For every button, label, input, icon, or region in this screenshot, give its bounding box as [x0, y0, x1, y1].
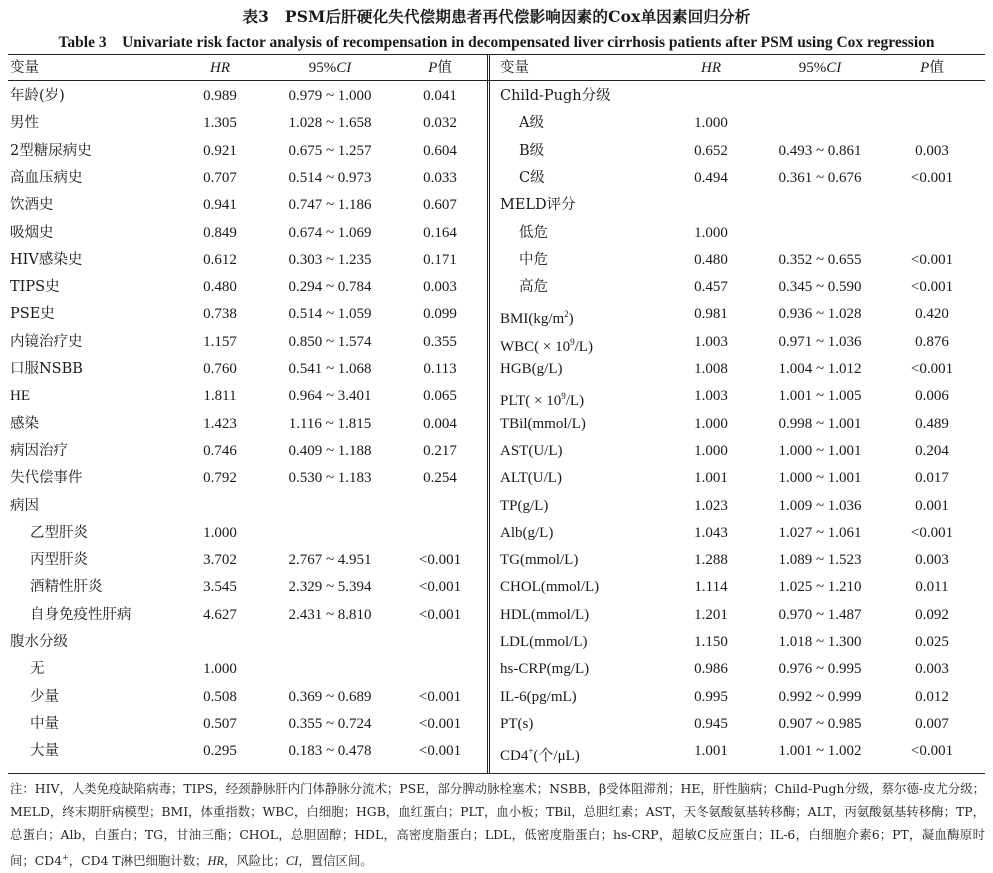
right-p-cell: <0.001: [910, 251, 954, 268]
left-p-cell: 0.254: [423, 470, 457, 487]
right-variable-cell: [500, 468, 562, 488]
left-header-ci: 95%CI: [308, 60, 352, 76]
left-ci-cell: 2.767 ~ 4.951: [288, 552, 372, 569]
right-ci-cell: 0.970 ~ 1.487: [778, 606, 862, 623]
left-hr-cell: 1.423: [203, 415, 237, 432]
left-variable-cell: [30, 523, 88, 543]
left-hr-cell: 0.507: [203, 715, 237, 732]
variable-label: 中危: [519, 251, 548, 268]
left-ci-cell: 2.431 ~ 8.810: [288, 606, 372, 623]
right-p-cell: 0.012: [915, 688, 949, 705]
header-rule: [8, 80, 985, 81]
right-hr-cell: 1.008: [694, 361, 728, 377]
right-variable-cell: [500, 86, 611, 106]
right-p-cell: 0.025: [915, 634, 949, 650]
left-hr-cell: 0.707: [203, 169, 237, 186]
left-variable-cell: [10, 141, 92, 161]
right-hr-cell: 1.150: [694, 634, 728, 650]
left-p-cell: <0.001: [418, 715, 462, 732]
variable-label: 大量: [30, 743, 59, 760]
left-p-cell: 0.041: [423, 88, 457, 104]
right-hr-cell: 0.494: [694, 169, 728, 186]
variable-label: 口服NSBB: [10, 361, 83, 377]
right-ci-cell: 1.000 ~ 1.001: [778, 470, 862, 487]
left-p-cell: 0.607: [423, 197, 457, 214]
left-hr-cell: 1.000: [203, 661, 237, 678]
table-bottom-rule: [8, 773, 985, 774]
right-variable-cell: [500, 441, 563, 461]
variable-label: PT(s): [500, 715, 534, 732]
right-ci-cell: 1.089 ~ 1.523: [778, 552, 862, 569]
left-ci-cell: 0.369 ~ 0.689: [288, 688, 372, 705]
left-hr-cell: 0.738: [203, 306, 237, 323]
right-p-cell: 0.003: [915, 552, 949, 569]
left-p-cell: <0.001: [418, 552, 462, 569]
left-hr-cell: 0.480: [203, 279, 237, 296]
left-header-p: P值: [428, 60, 452, 76]
variable-label: LDL(mmol/L): [500, 634, 588, 650]
right-p-cell: 0.017: [915, 470, 949, 487]
right-ci-cell: 0.976 ~ 0.995: [778, 661, 862, 678]
left-variable-cell: [10, 195, 54, 215]
left-p-cell: <0.001: [418, 688, 462, 705]
table-caption-cn: 表3 PSM后肝硬化失代偿期患者再代偿影响因素的Cox单因素回归分析: [242, 7, 751, 26]
right-ci-cell: 0.345 ~ 0.590: [778, 279, 862, 296]
variable-label: 饮酒史: [10, 197, 54, 214]
left-variable-cell: [30, 741, 59, 761]
right-variable-cell: [500, 195, 576, 215]
left-p-cell: 0.355: [423, 333, 457, 350]
variable-label: A级: [519, 115, 544, 132]
right-p-cell: 0.007: [915, 715, 949, 732]
variable-label: 丙型肝炎: [30, 552, 88, 569]
variable-superscript: 2: [564, 309, 569, 320]
variable-label: B级: [519, 142, 545, 159]
right-variable-cell: [519, 223, 548, 243]
right-variable-cell: [500, 550, 578, 570]
right-hr-cell: 1.001: [694, 743, 728, 760]
right-variable-cell: [500, 386, 584, 411]
left-variable-cell: [10, 414, 39, 434]
left-ci-cell: 0.514 ~ 0.973: [288, 169, 372, 186]
column-divider: [487, 54, 490, 773]
right-p-cell: 0.489: [915, 415, 949, 432]
right-hr-cell: 1.201: [694, 606, 728, 623]
left-variable-cell: [10, 86, 65, 106]
left-header-hr: HR: [210, 60, 230, 76]
left-ci-cell: 0.409 ~ 1.188: [288, 442, 372, 459]
right-variable-cell: [500, 605, 589, 625]
variable-label: HDL(mmol/L): [500, 606, 590, 623]
left-hr-cell: 1.305: [203, 115, 237, 132]
left-variable-cell: [10, 359, 83, 379]
right-ci-cell: 0.971 ~ 1.036: [778, 333, 862, 350]
left-header-variable: 变量: [10, 60, 39, 76]
left-ci-cell: 0.850 ~ 1.574: [288, 333, 372, 350]
right-variable-cell: [500, 659, 589, 679]
left-variable-cell: [10, 113, 39, 133]
variable-label: 高血压病史: [10, 169, 83, 186]
right-p-cell: 0.420: [915, 306, 949, 323]
left-ci-cell: 0.530 ~ 1.183: [288, 470, 372, 487]
left-p-cell: 0.065: [423, 388, 457, 405]
left-p-cell: 0.171: [423, 251, 457, 268]
variable-label: PSE史: [10, 306, 55, 323]
table-caption-en: Table 3 Univariate risk factor analysis of recompensation in decompensated liver cirrhosis patients after PSM using Cox regression: [58, 34, 935, 51]
right-p-cell: <0.001: [910, 169, 954, 186]
variable-unit-tail: /L): [574, 338, 593, 355]
left-p-cell: 0.003: [423, 279, 457, 296]
right-hr-cell: 1.043: [694, 524, 728, 541]
left-variable-cell: [30, 687, 59, 707]
variable-label: 无: [30, 661, 45, 678]
variable-label: 内镜治疗史: [10, 333, 83, 350]
right-ci-cell: 0.493 ~ 0.861: [778, 142, 862, 159]
variable-label: PLT( × 10: [500, 393, 562, 410]
variable-label: 2型糖尿病史: [10, 142, 92, 159]
left-ci-cell: 0.514 ~ 1.059: [288, 306, 372, 323]
right-ci-cell: 0.992 ~ 0.999: [778, 688, 862, 705]
variable-label: CD4: [500, 748, 529, 765]
right-header-variable: 变量: [500, 60, 529, 76]
left-variable-cell: [10, 632, 68, 652]
right-p-cell: <0.001: [910, 743, 954, 760]
right-variable-cell: [519, 277, 548, 297]
left-hr-cell: 1.000: [203, 524, 237, 541]
right-ci-cell: 1.027 ~ 1.061: [778, 524, 862, 541]
left-hr-cell: 0.792: [203, 470, 237, 487]
left-ci-cell: 2.329 ~ 5.394: [288, 579, 372, 596]
right-variable-cell: [500, 741, 580, 766]
right-hr-cell: 0.981: [694, 306, 728, 323]
right-p-cell: 0.204: [915, 442, 949, 459]
left-hr-cell: 0.612: [203, 251, 237, 268]
right-variable-cell: [519, 250, 548, 270]
right-header-p: P值: [920, 60, 944, 76]
right-p-cell: 0.011: [915, 579, 949, 596]
variable-unit-tail: /L): [565, 393, 585, 410]
variable-label: 酒精性肝炎: [30, 579, 103, 596]
variable-unit-tail: ): [568, 311, 574, 328]
right-ci-cell: 1.018 ~ 1.300: [778, 634, 862, 650]
right-hr-cell: 0.995: [694, 688, 728, 705]
right-hr-cell: 1.001: [694, 470, 728, 487]
variable-label: TG(mmol/L): [500, 552, 579, 569]
left-p-cell: 0.004: [423, 415, 457, 432]
left-hr-cell: 1.157: [203, 333, 237, 350]
variable-label: 中量: [30, 715, 59, 732]
variable-label: 少量: [30, 688, 59, 705]
left-hr-cell: 4.627: [203, 606, 237, 623]
right-variable-cell: [500, 523, 553, 543]
right-p-cell: 0.876: [915, 333, 949, 350]
right-p-cell: <0.001: [910, 361, 954, 377]
right-p-cell: 0.001: [915, 497, 949, 514]
left-ci-cell: 0.541 ~ 1.068: [288, 361, 372, 377]
table-top-rule: [8, 54, 985, 55]
variable-label: 自身免疫性肝病: [30, 606, 132, 623]
left-ci-cell: 1.116 ~ 1.815: [288, 415, 372, 432]
right-header-ci: 95%CI: [798, 60, 842, 76]
variable-label: hs-CRP(mg/L): [500, 661, 590, 678]
right-ci-cell: 1.000 ~ 1.001: [778, 442, 862, 459]
left-ci-cell: 0.674 ~ 1.069: [288, 224, 372, 241]
right-hr-cell: 1.003: [694, 333, 728, 350]
left-hr-cell: 0.989: [203, 88, 237, 104]
variable-label: TIPS史: [10, 279, 60, 296]
left-p-cell: 0.032: [423, 115, 457, 132]
left-p-cell: <0.001: [418, 606, 462, 623]
right-variable-cell: [500, 687, 577, 707]
right-header-hr: HR: [701, 60, 721, 76]
right-hr-cell: 1.023: [694, 497, 728, 514]
left-hr-cell: 0.746: [203, 442, 237, 459]
right-ci-cell: 1.001 ~ 1.005: [778, 388, 862, 405]
left-hr-cell: 3.545: [203, 579, 237, 596]
right-variable-cell: [500, 304, 574, 329]
right-hr-cell: 0.480: [694, 251, 728, 268]
right-ci-cell: 0.361 ~ 0.676: [778, 169, 862, 186]
right-ci-cell: 1.009 ~ 1.036: [778, 497, 862, 514]
left-ci-cell: 0.183 ~ 0.478: [288, 743, 372, 760]
right-variable-cell: [519, 141, 544, 161]
variable-label: TBil(mmol/L): [500, 415, 586, 432]
variable-label: 乙型肝炎: [30, 524, 88, 541]
right-p-cell: <0.001: [910, 279, 954, 296]
right-hr-cell: 1.000: [694, 115, 728, 132]
right-ci-cell: 0.907 ~ 0.985: [778, 715, 862, 732]
variable-label: MELD评分: [500, 197, 576, 214]
variable-label: 病因治疗: [10, 442, 68, 459]
left-variable-cell: [10, 386, 30, 406]
left-p-cell: 0.099: [423, 306, 457, 323]
left-variable-cell: [10, 277, 60, 297]
left-variable-cell: [30, 550, 88, 570]
variable-label: WBC( × 10: [500, 338, 571, 355]
variable-superscript: +: [528, 746, 534, 757]
right-ci-cell: 1.004 ~ 1.012: [778, 361, 862, 377]
variable-label: 年龄(岁): [10, 88, 65, 104]
right-p-cell: <0.001: [910, 524, 954, 541]
left-variable-cell: [30, 577, 103, 597]
left-hr-cell: 0.295: [203, 743, 237, 760]
right-variable-cell: [500, 496, 548, 516]
variable-label: 低危: [519, 224, 548, 241]
variable-label: HE: [10, 388, 30, 405]
left-variable-cell: [10, 332, 83, 352]
right-hr-cell: 1.000: [694, 415, 728, 432]
right-p-cell: 0.092: [915, 606, 949, 623]
left-hr-cell: 0.941: [203, 197, 237, 214]
left-variable-cell: [10, 304, 55, 324]
left-ci-cell: 0.303 ~ 1.235: [288, 251, 372, 268]
right-variable-cell: [519, 168, 545, 188]
left-ci-cell: 0.355 ~ 0.724: [288, 715, 372, 732]
left-ci-cell: 0.979 ~ 1.000: [288, 88, 372, 104]
left-p-cell: <0.001: [418, 579, 462, 596]
variable-label: C级: [519, 169, 545, 186]
left-ci-cell: 0.964 ~ 3.401: [288, 388, 372, 405]
left-hr-cell: 1.811: [203, 388, 237, 405]
variable-label: IL-6(pg/mL): [500, 688, 577, 705]
left-variable-cell: [10, 468, 83, 488]
left-hr-cell: 0.921: [203, 142, 237, 159]
right-p-cell: 0.003: [915, 142, 949, 159]
right-hr-cell: 1.000: [694, 442, 728, 459]
left-p-cell: 0.217: [423, 442, 457, 459]
variable-label: HIV感染史: [10, 251, 83, 268]
right-variable-cell: [519, 113, 544, 133]
variable-label: 感染: [10, 415, 39, 432]
right-p-cell: 0.006: [915, 388, 949, 405]
right-variable-cell: [500, 632, 587, 652]
variable-unit-tail: (个/μL): [533, 748, 580, 765]
right-hr-cell: 0.945: [694, 715, 728, 732]
right-variable-cell: [500, 359, 563, 379]
right-hr-cell: 0.986: [694, 661, 728, 678]
left-variable-cell: [30, 714, 59, 734]
left-variable-cell: [30, 659, 45, 679]
variable-superscript: 9: [561, 391, 566, 402]
variable-label: AST(U/L): [500, 442, 563, 459]
variable-superscript: 9: [570, 336, 575, 347]
left-variable-cell: [10, 250, 82, 270]
left-ci-cell: 1.028 ~ 1.658: [288, 115, 372, 132]
variable-label: 病因: [10, 497, 39, 514]
right-hr-cell: 1.288: [694, 552, 728, 569]
table-footnote: 注：HIV，人类免疫缺陷病毒；TIPS，经颈静脉肝内门体静脉分流术；PSE，部分脾动脉栓塞术；NSBB，β受体阻滞剂；HE，肝性脑病；Child-Pugh分级，蔡尔德-皮尤分级；MELD，终末期肝病模型；BMI，体重指数；WBC，白细胞；HGB，血红蛋白；PLT，血小板；TBil，总胆红素；AST，天冬氨酸氨基转移酶；ALT，丙氨酸氨基转移酶；TP，总蛋白；Alb，白蛋白；TG，甘油三酯；CHOL，总胆固醇；HDL，高密度脂蛋白；LDL，低密度脂蛋白；hs-CRP，超敏C反应蛋白；IL-6，白细胞介素6；PT，凝血酶原时间；CD4+，CD4 T淋巴细胞计数；HR，风险比；CI，置信区间。: [10, 781, 985, 869]
left-variable-cell: [10, 168, 83, 188]
variable-label: Child-Pugh分级: [500, 88, 611, 104]
variable-label: Alb(g/L): [500, 524, 554, 541]
right-variable-cell: [500, 577, 599, 597]
right-ci-cell: 1.025 ~ 1.210: [778, 579, 862, 596]
left-hr-cell: 3.702: [203, 552, 237, 569]
variable-label: TP(g/L): [500, 497, 549, 514]
variable-label: HGB(g/L): [500, 361, 563, 377]
variable-label: 吸烟史: [10, 224, 54, 241]
right-variable-cell: [500, 714, 533, 734]
right-p-cell: 0.003: [915, 661, 949, 678]
variable-label: ALT(U/L): [500, 470, 562, 487]
right-variable-cell: [500, 332, 593, 357]
right-variable-cell: [500, 414, 586, 434]
right-hr-cell: 1.114: [694, 579, 728, 596]
variable-label: 高危: [519, 279, 548, 296]
left-p-cell: 0.164: [423, 224, 457, 241]
left-variable-cell: [30, 605, 132, 625]
left-hr-cell: 0.849: [203, 224, 237, 241]
left-p-cell: <0.001: [418, 743, 462, 760]
right-ci-cell: 1.001 ~ 1.002: [778, 743, 862, 760]
left-p-cell: 0.113: [423, 361, 457, 377]
left-variable-cell: [10, 496, 39, 516]
right-ci-cell: 0.998 ~ 1.001: [778, 415, 862, 432]
right-hr-cell: 0.652: [694, 142, 728, 159]
left-p-cell: 0.033: [423, 169, 457, 186]
right-hr-cell: 0.457: [694, 279, 728, 296]
left-ci-cell: 0.747 ~ 1.186: [288, 197, 372, 214]
left-p-cell: 0.604: [423, 142, 457, 159]
variable-label: 腹水分级: [10, 634, 68, 650]
left-ci-cell: 0.675 ~ 1.257: [288, 142, 372, 159]
left-variable-cell: [10, 441, 68, 461]
variable-label: 失代偿事件: [10, 470, 83, 487]
right-ci-cell: 0.936 ~ 1.028: [778, 306, 862, 323]
variable-label: BMI(kg/m: [500, 311, 565, 328]
left-variable-cell: [10, 223, 54, 243]
left-ci-cell: 0.294 ~ 0.784: [288, 279, 372, 296]
right-hr-cell: 1.003: [694, 388, 728, 405]
variable-label: 男性: [10, 115, 39, 132]
left-hr-cell: 0.760: [203, 361, 237, 377]
variable-label: CHOL(mmol/L): [500, 579, 600, 596]
left-hr-cell: 0.508: [203, 688, 237, 705]
right-hr-cell: 1.000: [694, 224, 728, 241]
right-ci-cell: 0.352 ~ 0.655: [778, 251, 862, 268]
